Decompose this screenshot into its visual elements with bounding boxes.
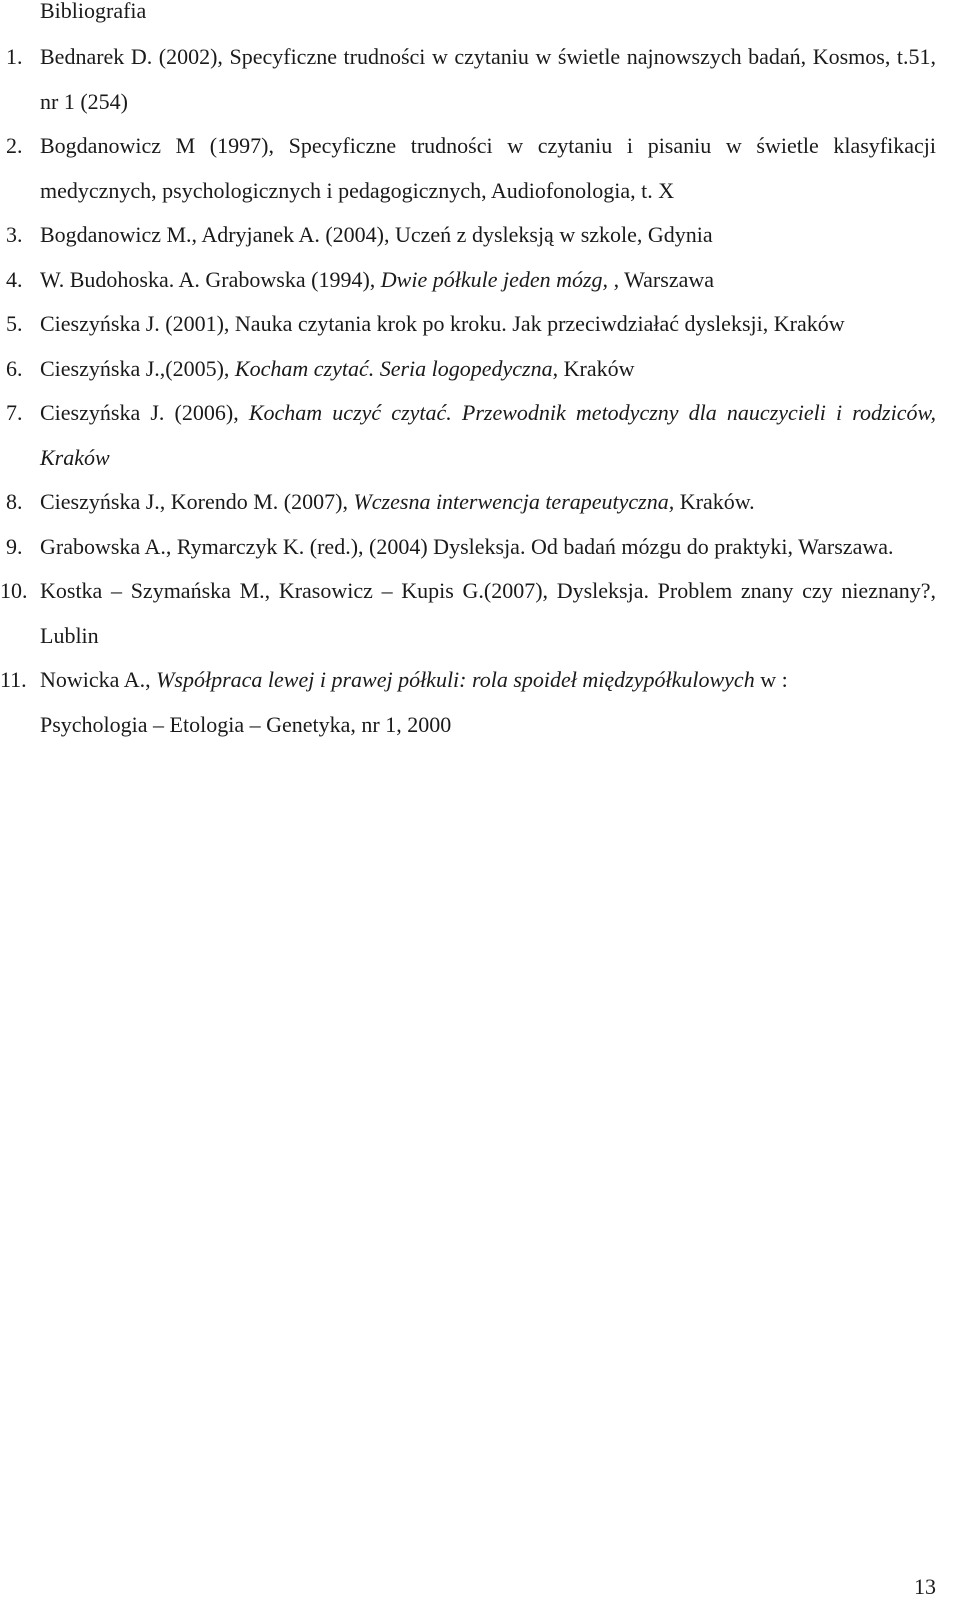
entry-number: 7. bbox=[6, 400, 23, 425]
bibliography-entry bbox=[0, 213, 960, 258]
bibliography-entry bbox=[0, 480, 960, 525]
entry-title-italic: Dwie półkule jeden mózg, bbox=[380, 266, 609, 292]
entry-body bbox=[40, 356, 635, 381]
entry-number: 5. bbox=[6, 311, 23, 336]
entry-number: 3. bbox=[6, 222, 23, 247]
entry-body bbox=[40, 311, 845, 336]
entry-title-italic: Wczesna interwencja terapeutyczna, bbox=[353, 489, 675, 514]
bibliography-entry bbox=[0, 302, 960, 347]
bibliography-heading: Bibliografia bbox=[40, 0, 147, 23]
entry-number: 4. bbox=[6, 266, 23, 292]
entry-number: 8. bbox=[6, 489, 23, 514]
entry-text: Cieszyńska J.,(2005), bbox=[40, 355, 235, 381]
bibliography-entry bbox=[0, 658, 960, 747]
entry-text: Bogdanowicz M., Adryjanek A. (2004), Uczeń z dysleksją w szkole, Gdynia bbox=[40, 222, 713, 247]
bibliography-entry bbox=[0, 35, 960, 124]
bibliography-list bbox=[0, 35, 960, 747]
bibliography-entry bbox=[0, 525, 960, 570]
entry-text: w : bbox=[754, 667, 788, 692]
entry-text: Nowicka A., bbox=[40, 667, 157, 692]
entry-text: Psychologia – Etologia – Genetyka, nr 1, 2000 bbox=[40, 711, 452, 737]
entry-number: 11. bbox=[0, 667, 27, 692]
entry-text: Kostka – Szymańska M., Krasowicz – Kupis G.(2007), Dysleksja. Problem znany czy nieznany?, Lublin bbox=[40, 578, 936, 648]
entry-text: Cieszyńska J., Korendo M. (2007), bbox=[40, 489, 354, 514]
entry-text: Bednarek D. (2002), Specyficzne trudności w czytaniu w świetle najnowszych badań, Kosmos, t.51, nr 1 (254) bbox=[40, 44, 936, 114]
entry-number: 6. bbox=[6, 355, 23, 381]
entry-text: Kraków. bbox=[674, 489, 755, 514]
entry-title-italic: Kocham czytać. Seria logopedyczna bbox=[234, 355, 553, 381]
bibliography-entry bbox=[0, 258, 960, 303]
entry-body bbox=[40, 267, 714, 292]
bibliography-entry bbox=[0, 569, 960, 658]
entry-text: Cieszyńska J. (2006), bbox=[40, 400, 249, 425]
bibliography-entry bbox=[0, 124, 960, 213]
entry-text: , Kraków bbox=[552, 355, 635, 381]
entry-body bbox=[40, 133, 936, 203]
bibliography-entry bbox=[0, 391, 960, 480]
entry-body bbox=[40, 400, 936, 470]
bibliography-entry bbox=[0, 347, 960, 392]
entry-line bbox=[40, 658, 960, 703]
entry-text: W. Budohoska. A. Grabowska (1994), bbox=[40, 266, 381, 292]
entry-body bbox=[40, 489, 755, 514]
entry-text: Grabowska A., Rymarczyk K. (red.), (2004) Dysleksja. Od badań mózgu do praktyki, Warszawa. bbox=[40, 533, 894, 559]
entry-title-italic: Kocham uczyć czytać. Przewodnik metodyczny dla nauczycieli i rodziców, Kraków bbox=[40, 400, 936, 470]
entry-text: Cieszyńska J. (2001), Nauka czytania krok po kroku. Jak przeciwdziałać dysleksji, Kraków bbox=[40, 311, 845, 336]
entry-body bbox=[40, 222, 713, 247]
page-number: 13 bbox=[914, 1574, 936, 1599]
entry-text: , Warszawa bbox=[608, 266, 715, 292]
entry-number: 2. bbox=[6, 133, 23, 158]
entry-body bbox=[40, 44, 936, 114]
entry-body bbox=[40, 534, 894, 559]
entry-body bbox=[40, 578, 936, 648]
entry-title-italic: Współpraca lewej i prawej półkuli: rola spoideł międzypółkulowych bbox=[156, 667, 755, 692]
entry-number: 9. bbox=[6, 533, 23, 559]
entry-text: Bogdanowicz M (1997), Specyficzne trudności w czytaniu i pisaniu w świetle klasyfikacji medycznych, psychologicznych i pedagogicznych, Audiofonologia, t. X bbox=[40, 133, 936, 203]
entry-line bbox=[40, 703, 960, 748]
entry-number: 10. bbox=[0, 578, 28, 603]
entry-number: 1. bbox=[6, 44, 23, 69]
